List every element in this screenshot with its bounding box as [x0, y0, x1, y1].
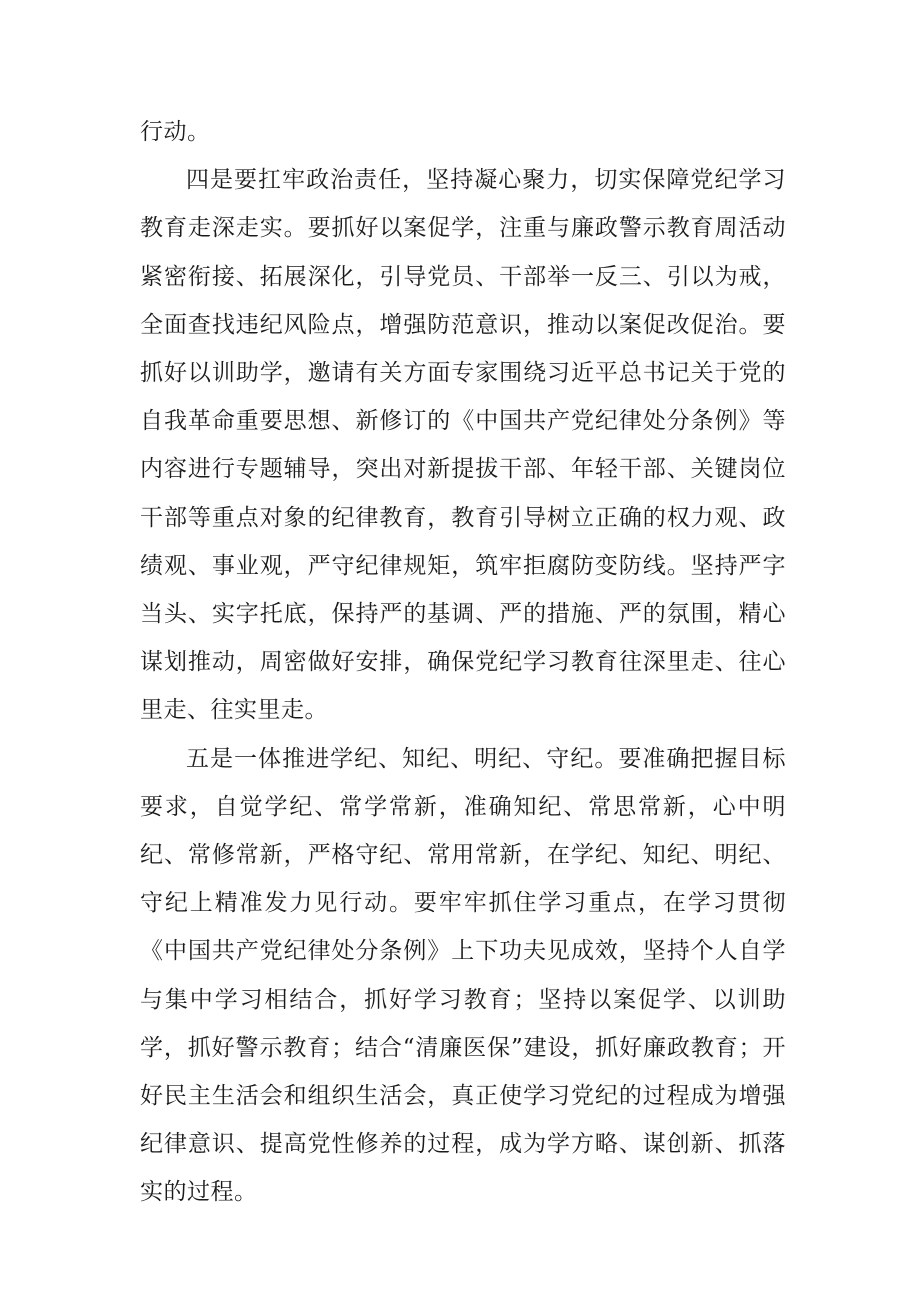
document-body [140, 108, 786, 1217]
paragraph-four: 四是要扛牢政治责任，坚持凝心聚力，切实保障党纪学习教育走深走实。要抓好以案促学，注重与廉政警示教育周活动紧密衔接、拓展深化，引导党员、干部举一反三、引以为戒，全面查找违纪风险点，增强防范意识，推动以案促改促治。要抓好以训助学，邀请有关方面专家围绕习近平总书记关于党的自我革命重要思想、新修订的《中国共产党纪律处分条例》等内容进行专题辅导，突出对新提拔干部、年轻干部、关键岗位干部等重点对象的纪律教育，教育引导树立正确的权力观、政绩观、事业观，严守纪律规矩，筑牢拒腐防变防线。坚持严字当头、实字托底，保持严的基调、严的措施、严的氛围，精心谋划推动，周密做好安排，确保党纪学习教育往深里走、往心里走、往实里走。 [140, 167, 786, 724]
paragraph-continuation: 行动。 [140, 119, 211, 145]
paragraph-five: 五是一体推进学纪、知纪、明纪、守纪。要准确把握目标要求，自觉学纪、常学常新，准确知纪、常思常新，心中明纪、常修常新，严格守纪、常用常新，在学纪、知纪、明纪、守纪上精准发力见行动。要牢牢抓住学习重点，在学习贯彻《中国共产党纪律处分条例》上下功夫见成效，坚持个人自学与集中学习相结合，抓好学习教育；坚持以案促学、以训助学，抓好警示教育；结合“清廉医保”建设，抓好廉政教育；开好民主生活会和组织生活会，真正使学习党纪的过程成为增强纪律意识、提高党性修养的过程，成为学方略、谋创新、抓落实的过程。 [140, 745, 786, 1206]
